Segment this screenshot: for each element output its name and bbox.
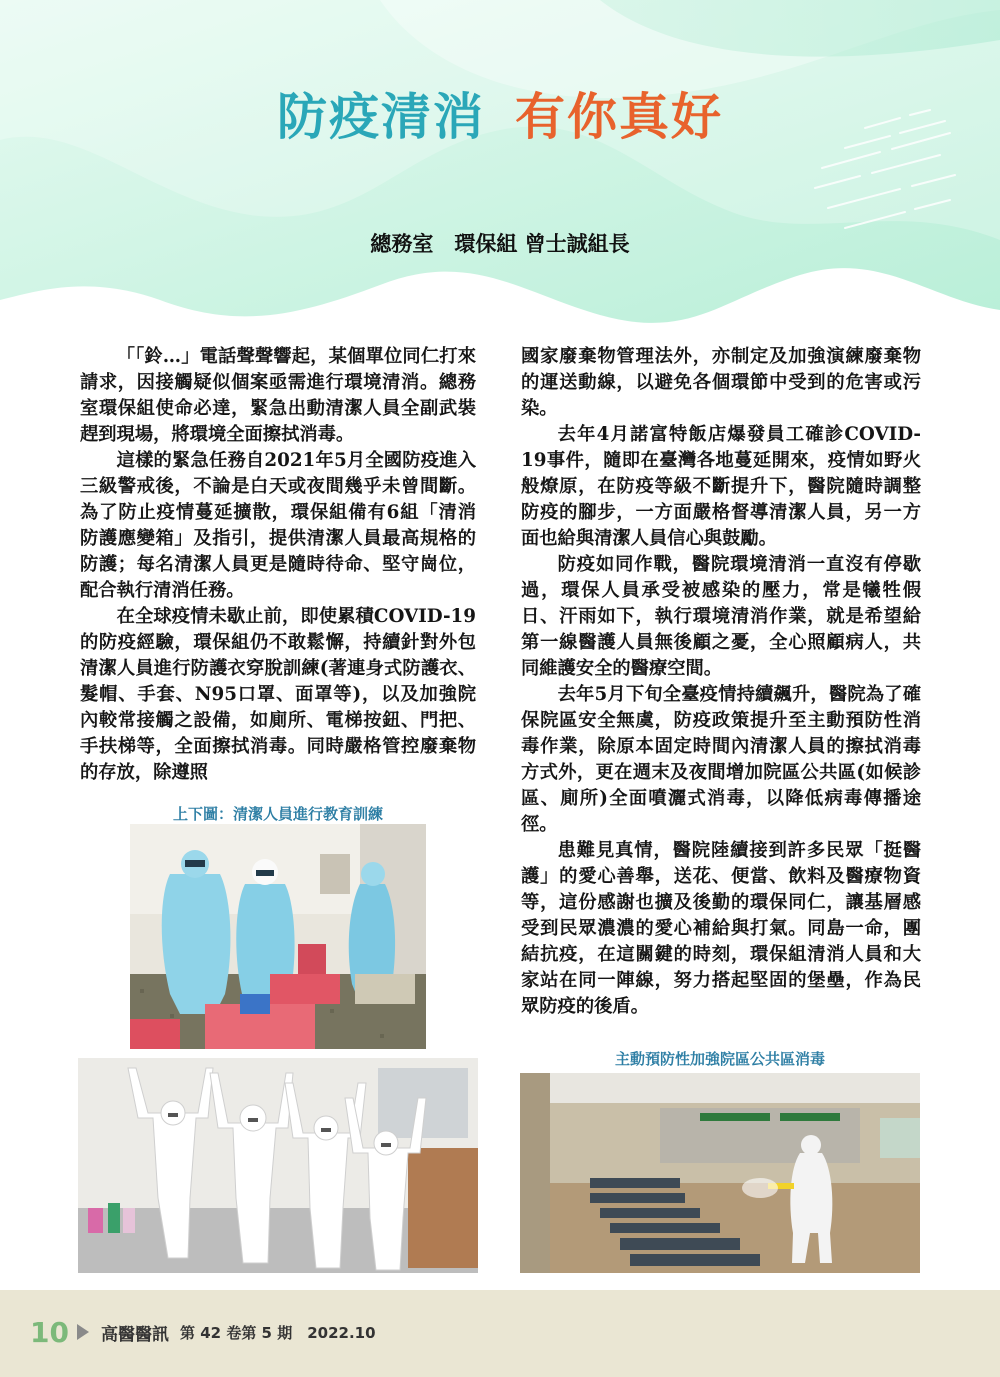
training-photo-bottom xyxy=(78,1058,478,1273)
article-column-left xyxy=(80,344,476,786)
article-title xyxy=(0,88,1000,146)
paragraph: 防疫如同作戰，醫院環境清消一直沒有停歇過，環保人員承受被感染的壓力，常是犧牲假日、汗雨如下，執行環境清消作業，就是希望給第一線醫護人員無後顧之憂，全心照顧病人，共同維護安全的醫療空間。 xyxy=(521,554,921,679)
article-column-right xyxy=(521,344,921,1020)
paragraph: 去年4月諾富特飯店爆發員工確診COVID-19事件，隨即在臺灣各地蔓延開來，疫情如野火般燎原，在防疫等級不斷提升下，醫院隨時調整防疫的腳步，一方面嚴格督導清潔人員，另一方面也給與清潔人員信心與鼓勵。 xyxy=(521,424,921,549)
author-line: 總務室 環保組 曾士誠組長 xyxy=(370,232,630,256)
page-number: 10 xyxy=(30,1316,69,1349)
photo-caption-right: 主動預防性加強院區公共區消毒 xyxy=(614,1050,825,1068)
paragraph: 「「鈴…」電話聲聲響起，某個單位同仁打來請求，因接觸疑似個案亟需進行環境清消。總務室環保組使命必達，緊急出動清潔人員全副武裝趕到現場，將環境全面擦拭消毒。 xyxy=(80,346,476,445)
paragraph: 這樣的緊急任務自2021年5月全國防疫進入三級警戒後，不論是白天或夜間幾乎未曾間斷。為了防止疫情蔓延擴散，環保組備有6組「清消防護應變箱」及指引，提供清潔人員最高規格的防護；每名清潔人員更是隨時待命、堅守崗位，配合執行清消任務。 xyxy=(80,450,476,601)
title-part-2: 有你真好 xyxy=(515,88,723,146)
paragraph: 在全球疫情未歇止前，即使累積COVID-19的防疫經驗，環保組仍不敢鬆懈，持續針對外包清潔人員進行防護衣穿脫訓練(著連身式防護衣、髮帽、手套、N95口罩、面罩等)，以及加強院內較常接觸之設備，如廁所、電梯按鈕、門把、手扶梯等，全面擦拭消毒。同時嚴格管控廢棄物的存放，除遵照 xyxy=(80,606,476,783)
issue-info: 第 42 卷第 5 期 2022.10 xyxy=(180,1324,376,1342)
journal-name: 高醫醫訊 xyxy=(101,1325,169,1345)
photo-caption-left: 上下圖：清潔人員進行教育訓練 xyxy=(172,805,383,823)
paragraph: 患難見真情，醫院陸續接到許多民眾「挺醫護」的愛心善舉，送花、便當、飲料及醫療物資等，這份感謝也擴及後勤的環保同仁，讓基層感受到民眾濃濃的愛心補給與打氣。同島一命，團結抗疫，在這關鍵的時刻，環保組清消人員和大家站在同一陣線，努力搭起堅固的堡壘，作為民眾防疫的後盾。 xyxy=(521,840,921,1017)
title-part-1: 防疫清消 xyxy=(277,88,485,146)
training-photo-top xyxy=(130,824,426,1049)
header-background xyxy=(0,0,1000,340)
disinfection-photo xyxy=(520,1073,920,1273)
paragraph: 去年5月下旬全臺疫情持續飆升，醫院為了確保院區安全無虞，防疫政策提升至主動預防性消毒作業，除原本固定時間內清潔人員的擦拭消毒方式外，更在週末及夜間增加院區公共區(如候診區、廁所)全面噴灑式消毒，以降低病毒傳播途徑。 xyxy=(521,684,921,835)
paragraph: 國家廢棄物管理法外，亦制定及加強演練廢棄物的運送動線，以避免各個環節中受到的危害或污染。 xyxy=(521,346,921,419)
triangle-bullet-icon xyxy=(77,1324,89,1340)
